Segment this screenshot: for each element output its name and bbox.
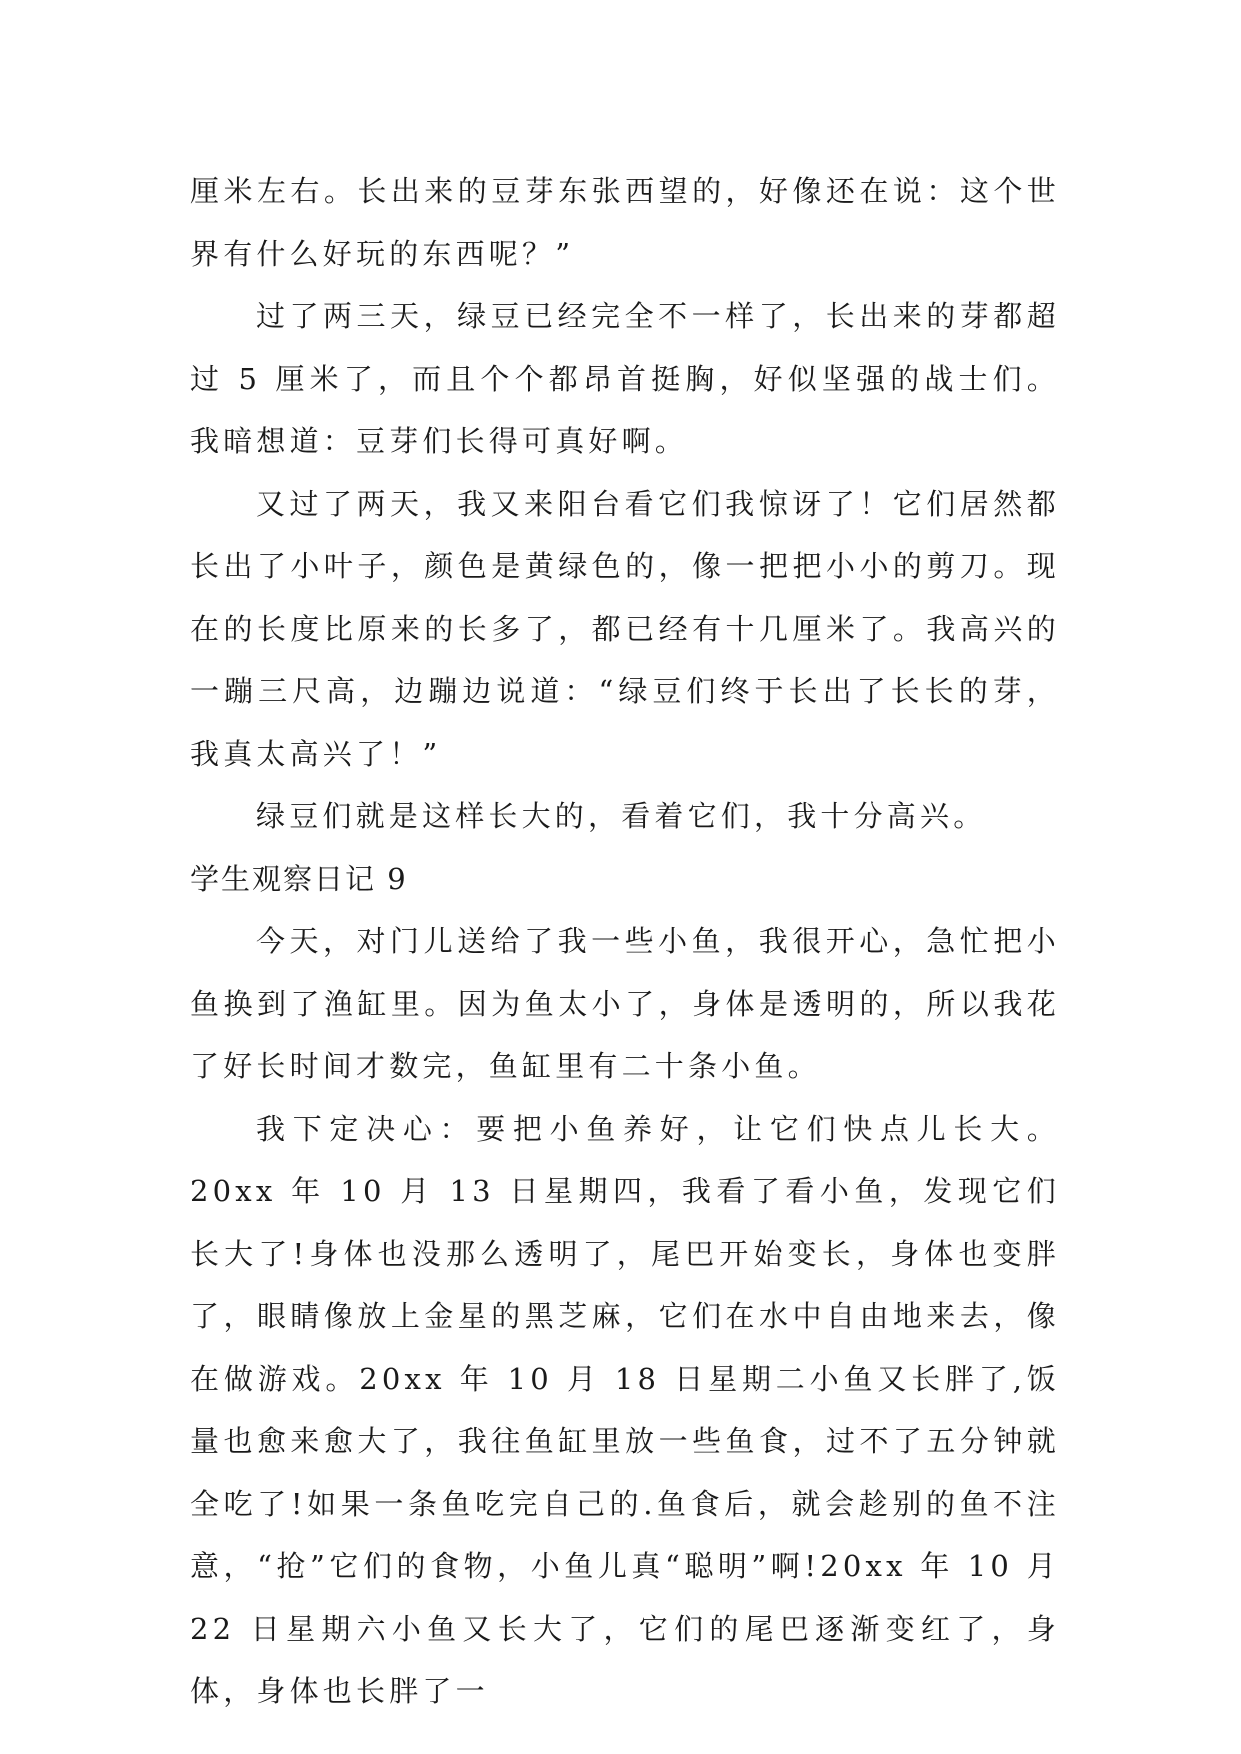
document-body xyxy=(190,160,1060,1723)
paragraph-6: 我下定决心：要把小鱼养好，让它们快点儿长大。20xx 年 10 月 13 日星期四，我看了看小鱼，发现它们长大了!身体也没那么透明了，尾巴开始变长，身体也变胖了，眼睛像放上金星的黑芝麻，它们在水中自由地来去，像在做游戏。20xx 年 10 月 18 日星期二小鱼又长胖了,饭量也愈来愈大了，我往鱼缸里放一些鱼食，过不了五分钟就全吃了!如果一条鱼吃完自己的.鱼食后，就会趁别的鱼不注意，“抢”它们的食物，小鱼儿真“聪明”啊!20xx 年 10 月 22 日星期六小鱼又长大了，它们的尾巴逐渐变红了，身体，身体也长胖了一 xyxy=(190,1111,1060,1708)
paragraph-2: 过了两三天，绿豆已经完全不一样了，长出来的芽都超过 5 厘米了，而且个个都昂首挺胸，好似坚强的战士们。我暗想道：豆芽们长得可真好啊。 xyxy=(190,299,1060,458)
paragraph-5: 今天，对门儿送给了我一些小鱼，我很开心，急忙把小鱼换到了渔缸里。因为鱼太小了，身体是透明的，所以我花了好长时间才数完，鱼缸里有二十条小鱼。 xyxy=(190,924,1060,1083)
section-heading: 学生观察日记 9 xyxy=(190,861,408,896)
paragraph-3: 又过了两天，我又来阳台看它们我惊讶了！它们居然都长出了小叶子，颜色是黄绿色的，像一把把小小的剪刀。现在的长度比原来的长多了，都已经有十几厘米了。我高兴的一蹦三尺高，边蹦边说道：“绿豆们终于长出了长长的芽，我真太高兴了！” xyxy=(190,486,1060,771)
paragraph-4: 绿豆们就是这样长大的，看着它们，我十分高兴。 xyxy=(256,799,987,833)
paragraph-1: 厘米左右。长出来的豆芽东张西望的，好像还在说：这个世界有什么好玩的东西呢？” xyxy=(190,174,1060,271)
